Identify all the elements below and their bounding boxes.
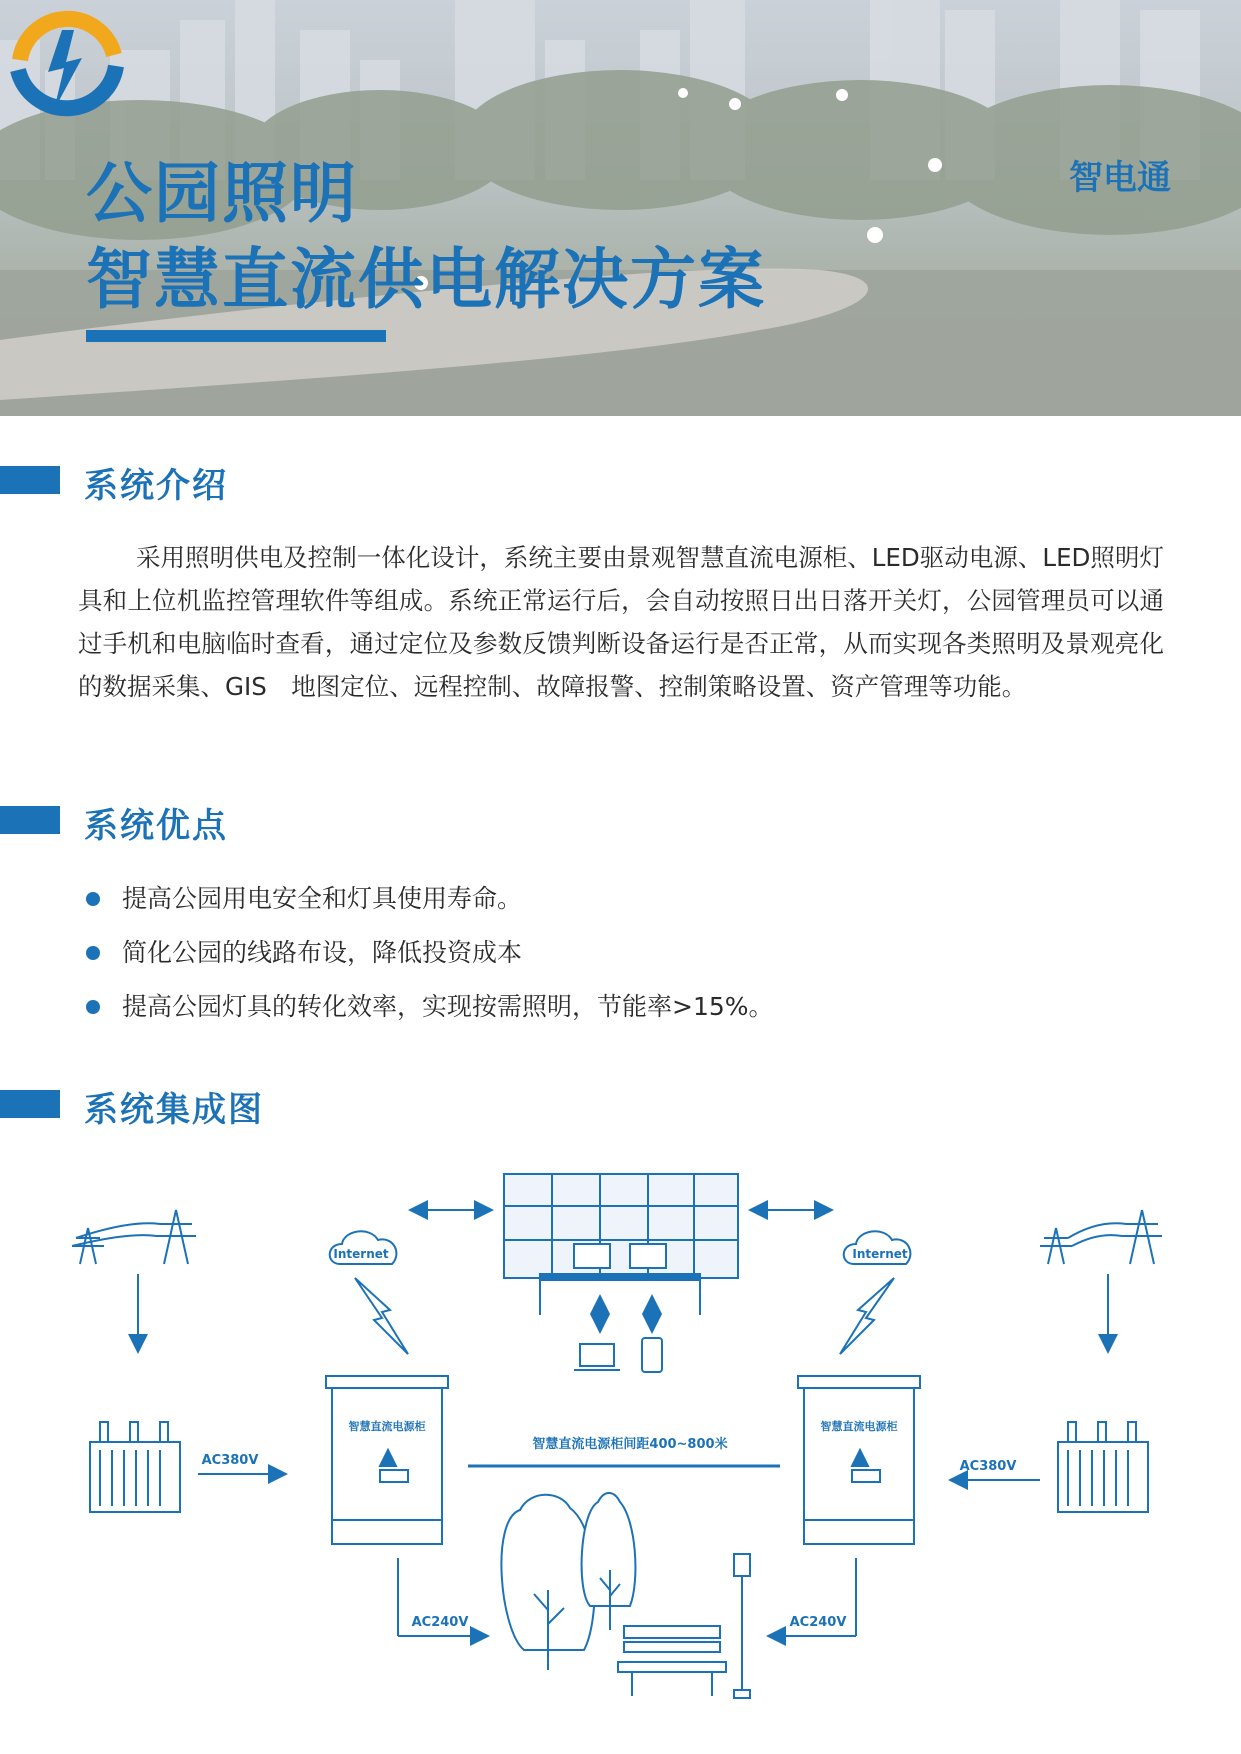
list-item (86, 876, 774, 930)
power-tower-icon-right (1040, 1210, 1162, 1264)
advantages-list (86, 876, 774, 1038)
bench-icon (618, 1626, 726, 1696)
dc-power-cabinet-left (326, 1376, 448, 1544)
list-item-text: 简化公园的线路布设，降低投资成本 (122, 938, 523, 967)
tree-icon (501, 1493, 635, 1670)
brand-name: 智电通 (1069, 158, 1171, 198)
brand-logo-icon (0, 0, 134, 160)
ac380-label-right: AC380V (959, 1459, 1017, 1474)
laptop-icon (574, 1344, 620, 1370)
hero-title-line2: 智慧直流供电解决方案 (86, 241, 766, 318)
list-item-text: 提高公园灯具的转化效率，实现按需照明，节能率>15%。 (122, 992, 774, 1021)
section-title: 系统集成图 (84, 1090, 264, 1130)
wireless-signal-icon (355, 1278, 408, 1354)
ac380-label-left: AC380V (201, 1453, 259, 1468)
transformer-icon-right (1058, 1422, 1148, 1512)
internet-label-left: Internet (333, 1247, 389, 1261)
ac240-label-left: AC240V (411, 1615, 469, 1630)
ac240-label-right: AC240V (789, 1615, 847, 1630)
internet-label-right: Internet (852, 1247, 908, 1261)
section-marker (0, 1090, 60, 1118)
cloud-icon-right (844, 1231, 911, 1264)
title-underline (86, 330, 386, 342)
list-item (86, 984, 774, 1038)
cabinet-label-right: 智慧直流电源柜 (820, 1420, 898, 1433)
bullet-icon (86, 1000, 100, 1014)
list-item-text: 提高公园用电安全和灯具使用寿命。 (122, 884, 523, 913)
section-title: 系统优点 (84, 806, 228, 846)
street-lamp-icon (734, 1554, 750, 1698)
section-title: 系统介绍 (84, 466, 228, 506)
section-marker (0, 806, 60, 834)
power-tower-icon-left (72, 1210, 196, 1264)
distance-label: 智慧直流电源柜间距400~800米 (532, 1437, 728, 1452)
hero-title-line1: 公园照明 (86, 155, 358, 232)
bullet-icon (86, 892, 100, 906)
intro-paragraph: 采用照明供电及控制一体化设计，系统主要由景观智慧直流电源柜、LED驱动电源、LED照明灯具和上位机监控管理软件等组成。系统正常运行后，会自动按照日出日落开关灯，公园管理员可以通过手机和电脑临时查看，通过定位及参数反馈判断设备运行是否正常，从而实现各类照明及景观亮化的数据采集、GIS 地图定位、远程控制、故障报警、控制策略设置、资产管理等功能。 (78, 543, 1164, 701)
transformer-icon-left (90, 1422, 180, 1512)
wireless-signal-icon (840, 1278, 894, 1354)
cabinet-label-left: 智慧直流电源柜 (348, 1420, 426, 1433)
cloud-icon-left (330, 1231, 397, 1264)
bullet-icon (86, 946, 100, 960)
list-item (86, 930, 774, 984)
system-integration-diagram (0, 1150, 1241, 1754)
dc-power-cabinet-right (798, 1376, 920, 1544)
monitor-wall-icon (504, 1174, 738, 1278)
hero-banner (0, 0, 1241, 416)
section-marker (0, 466, 60, 494)
phone-icon (642, 1338, 662, 1372)
